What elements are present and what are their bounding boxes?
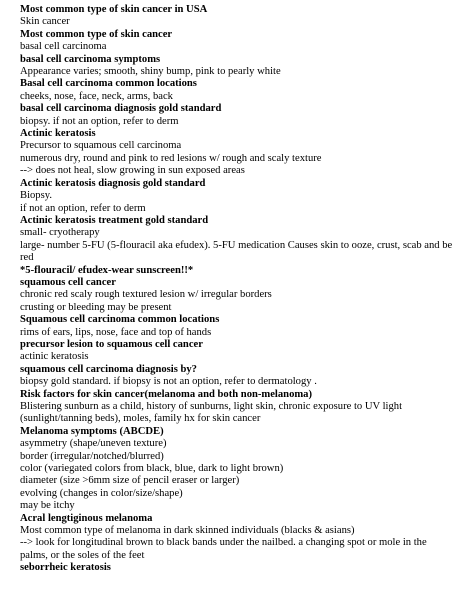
answer-text: crusting or bleeding may be present bbox=[20, 301, 172, 313]
answer-text: may be itchy bbox=[20, 500, 75, 512]
question-heading: Risk factors for skin cancer(melanoma and both non-melanoma) bbox=[20, 388, 313, 400]
answer-text: Blistering sunburn as a child, history of sunburns, light skin, chronic exposure to UV light (sunlight/tanning beds), moles, family hx for skin cancer bbox=[20, 401, 403, 425]
answer-text: rims of ears, lips, nose, face and top of hands bbox=[20, 326, 212, 338]
answer-text: biopsy. if not an option, refer to derm bbox=[20, 115, 179, 127]
answer-text: border (irregular/notched/blurred) bbox=[20, 450, 164, 462]
answer-text: actinic keratosis bbox=[20, 351, 89, 363]
answer-text: diameter (size >6mm size of pencil eraser or larger) bbox=[20, 475, 240, 487]
question-heading: squamous cell carcinoma diagnosis by? bbox=[20, 363, 197, 375]
answer-text: basal cell carcinoma bbox=[20, 41, 107, 53]
question-heading: basal cell carcinoma symptoms bbox=[20, 53, 161, 65]
answer-text: Skin cancer bbox=[20, 16, 70, 28]
question-heading: Most common type of skin cancer in USA bbox=[20, 4, 208, 15]
answer-text: large- number 5-FU (5-flouracil aka efudex). 5-FU medication Causes skin to ooze, crust, scab and be red bbox=[20, 239, 453, 264]
answer-text: Most common type of melanoma in dark skinned individuals (blacks & asians) bbox=[20, 525, 355, 537]
answer-text: if not an option, refer to derm bbox=[20, 202, 146, 214]
answer-text: Precursor to squamous cell carcinoma bbox=[20, 140, 182, 152]
question-heading: Actinic keratosis treatment gold standard bbox=[20, 214, 209, 226]
answer-text: asymmetry (shape/uneven texture) bbox=[20, 438, 167, 450]
answer-text: --> does not heal, slow growing in sun exposed areas bbox=[20, 165, 245, 177]
question-heading: Acral lengtiginous melanoma bbox=[20, 512, 153, 524]
question-heading: basal cell carcinoma diagnosis gold standard bbox=[20, 103, 222, 115]
question-heading: precursor lesion to squamous cell cancer bbox=[20, 338, 203, 350]
answer-text: small- cryotherapy bbox=[20, 227, 100, 239]
question-heading: Squamous cell carcinoma common locations bbox=[20, 314, 220, 326]
answer-text: color (variegated colors from black, blue, dark to light brown) bbox=[20, 463, 284, 475]
question-heading: Basal cell carcinoma common locations bbox=[20, 78, 197, 90]
emphasis-note: *5-flouracil/ efudex-wear sunscreen!!* bbox=[20, 264, 194, 276]
answer-text: biopsy gold standard. if biopsy is not an option, refer to dermatology . bbox=[20, 376, 317, 388]
question-heading: Actinic keratosis diagnosis gold standard bbox=[20, 177, 206, 189]
question-heading: Melanoma symptoms (ABCDE) bbox=[20, 425, 164, 437]
question-heading: seborrheic keratosis bbox=[20, 562, 111, 574]
answer-text: numerous dry, round and pink to red lesions w/ rough and scaly texture bbox=[20, 152, 322, 164]
question-heading: squamous cell cancer bbox=[20, 276, 116, 288]
question-heading: Actinic keratosis bbox=[20, 128, 96, 140]
document-page bbox=[20, 4, 454, 575]
answer-text: cheeks, nose, face, neck, arms, back bbox=[20, 90, 173, 102]
answer-text: Appearance varies; smooth, shiny bump, pink to pearly white bbox=[20, 66, 281, 78]
answer-text: --> look for longitudinal brown to black bands under the nailbed. a changing spot or mole in the palms, or the soles of the feet bbox=[20, 537, 427, 561]
answer-text: chronic red scaly rough textured lesion w/ irregular borders bbox=[20, 289, 272, 301]
answer-text: evolving (changes in color/size/shape) bbox=[20, 487, 183, 499]
answer-text: Biopsy. bbox=[20, 190, 52, 202]
question-heading: Most common type of skin cancer bbox=[20, 28, 173, 40]
